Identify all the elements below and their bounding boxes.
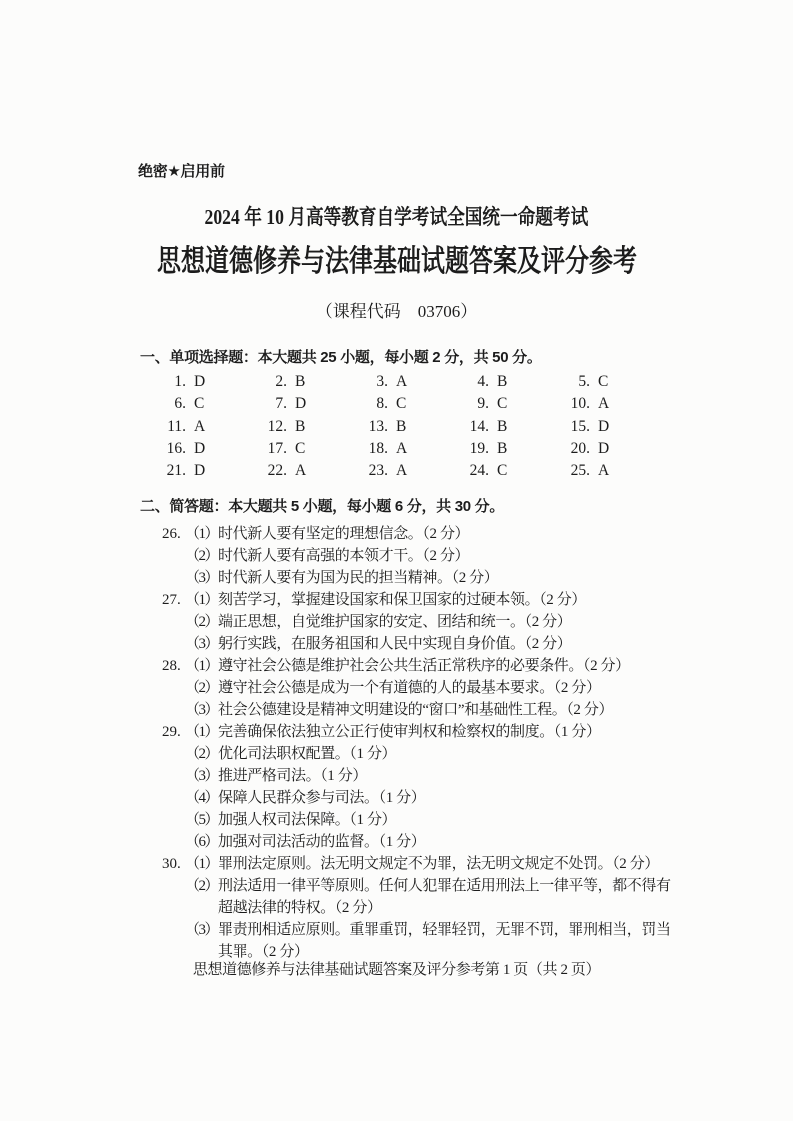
- question-number: 29.: [162, 724, 181, 740]
- answer-cell: [261, 416, 362, 438]
- part-marker: （2）: [185, 548, 219, 564]
- answer-letter: C: [497, 462, 508, 480]
- answer-number: 9.: [477, 395, 489, 413]
- part-marker: （1）: [185, 724, 219, 740]
- question-block: [162, 589, 793, 655]
- answer-part: [185, 875, 793, 919]
- question-parts: [185, 589, 793, 655]
- answer-letter: C: [295, 439, 306, 457]
- answer-letter: A: [598, 395, 610, 413]
- answer-letter: A: [295, 462, 307, 480]
- answer-part: [185, 523, 793, 545]
- part-text: 加强人权司法保障。（1 分）: [218, 812, 397, 828]
- answer-letter: C: [497, 395, 508, 413]
- part-marker: （4）: [185, 790, 219, 806]
- answer-number: 2.: [275, 373, 287, 390]
- answer-cell: [261, 438, 362, 460]
- page-footer: 思想道德修养与法律基础试题答案及评分参考第 1 页（共 2 页）: [192, 962, 601, 978]
- answer-part: [185, 853, 793, 875]
- answer-letter: B: [295, 373, 306, 390]
- part-text: 时代新人要有为国为民的担当精神。（2 分）: [218, 570, 499, 586]
- document-title-text: 思想道德修养与法律基础试题答案及评分参考: [156, 245, 637, 278]
- part-text: 端正思想，自觉维护国家的安定、团结和统一。（2 分）: [218, 614, 572, 630]
- question-list: [0, 523, 793, 963]
- part-marker: （3）: [185, 636, 219, 652]
- answer-number: 25.: [570, 462, 590, 480]
- document-title: [0, 243, 793, 280]
- answer-cell: [564, 393, 665, 415]
- part-marker: （2）: [185, 746, 219, 762]
- part-text: 刑法适用一律平等原则。任何人犯罪在适用刑法上一律平等，都不得有超越法律的特权。（2 分）: [218, 878, 671, 916]
- answer-cell: [160, 438, 261, 460]
- answer-letter: B: [497, 373, 508, 390]
- question-number: 27.: [162, 592, 181, 608]
- answer-cell: [362, 393, 463, 415]
- part-marker: （1）: [185, 526, 219, 542]
- question-parts: [185, 523, 793, 589]
- answer-cell: [261, 393, 362, 415]
- part-text: 躬行实践，在服务祖国和人民中实现自身价值。（2 分）: [218, 636, 572, 652]
- answer-number: 8.: [376, 395, 388, 413]
- part-text: 罪刑法定原则。法无明文规定不为罪，法无明文规定不处罚。（2 分）: [218, 856, 659, 872]
- answer-cell: [261, 371, 362, 393]
- answer-letter: D: [194, 462, 206, 480]
- answer-letter: B: [396, 417, 407, 435]
- answer-number: 4.: [477, 373, 489, 390]
- answer-letter: C: [598, 373, 609, 390]
- answer-part: [185, 699, 793, 721]
- answer-number: 10.: [570, 395, 590, 413]
- answer-cell: [362, 371, 463, 393]
- answer-part: [185, 633, 793, 655]
- part-marker: （5）: [185, 812, 219, 828]
- part-text: 加强对司法活动的监督。（1 分）: [218, 834, 426, 850]
- part-marker: （2）: [185, 680, 219, 696]
- part-text: 保障人民群众参与司法。（1 分）: [218, 790, 426, 806]
- answer-letter: A: [194, 417, 206, 435]
- answer-number: 6.: [174, 395, 186, 413]
- question-block: [162, 721, 793, 853]
- exam-session-title: [0, 204, 793, 230]
- answer-letter: C: [396, 395, 407, 413]
- answer-part: [185, 589, 793, 611]
- answer-part: [185, 765, 793, 787]
- answer-letter: D: [598, 439, 610, 457]
- answer-number: 18.: [368, 439, 388, 457]
- answer-part: [185, 545, 793, 567]
- part-marker: （6）: [185, 834, 219, 850]
- answer-part: [185, 655, 793, 677]
- part-marker: （1）: [185, 856, 219, 872]
- classification-label: 绝密★启用前: [138, 163, 225, 180]
- answer-number: 1.: [174, 373, 186, 390]
- answer-number: 3.: [376, 373, 388, 390]
- answer-letter: A: [396, 439, 408, 457]
- answer-cell: [160, 460, 261, 482]
- answer-cell: [463, 371, 564, 393]
- question-number: 28.: [162, 658, 181, 674]
- part-text: 优化司法职权配置。（1 分）: [218, 746, 397, 762]
- answer-cell: [564, 460, 665, 482]
- answer-letter: D: [194, 373, 206, 390]
- answer-part: [185, 611, 793, 633]
- answer-part: [185, 721, 793, 743]
- question-parts: [185, 853, 793, 963]
- answer-cell: [261, 460, 362, 482]
- part-marker: （1）: [185, 592, 219, 608]
- answer-number: 12.: [267, 417, 287, 435]
- answer-cell: [564, 438, 665, 460]
- answer-cell: [160, 416, 261, 438]
- answer-number: 14.: [469, 417, 489, 435]
- part-marker: （3）: [185, 922, 219, 938]
- answer-part: [185, 809, 793, 831]
- part-text: 刻苦学习，掌握建设国家和保卫国家的过硬本领。（2 分）: [218, 592, 586, 608]
- answer-number: 21.: [166, 462, 186, 480]
- answer-letter: D: [194, 439, 206, 457]
- part-text: 社会公德建设是精神文明建设的“窗口”和基础性工程。（2 分）: [218, 702, 614, 718]
- part-text: 推进严格司法。（1 分）: [218, 768, 367, 784]
- answer-cell: [463, 393, 564, 415]
- answer-part: [185, 743, 793, 765]
- answer-cell: [362, 438, 463, 460]
- answer-number: 11.: [167, 417, 186, 435]
- part-text: 罪责刑相适应原则。重罪重罚，轻罪轻罚，无罪不罚，罪刑相当，罚当其罪。（2 分）: [218, 922, 671, 960]
- answer-part: [185, 787, 793, 809]
- answer-cell: [564, 416, 665, 438]
- answer-cell: [160, 371, 261, 393]
- part-marker: （3）: [185, 702, 219, 718]
- section-short-answer-heading: 二、简答题：本大题共 5 小题，每小题 6 分，共 30 分。: [140, 498, 505, 515]
- answer-part: [185, 677, 793, 699]
- answer-part: [185, 831, 793, 853]
- question-block: [162, 523, 793, 589]
- answer-number: 23.: [368, 462, 388, 480]
- answer-letter: A: [396, 373, 408, 390]
- question-number: 26.: [162, 526, 181, 542]
- answer-cell: [362, 416, 463, 438]
- part-text: 时代新人要有坚定的理想信念。（2 分）: [218, 526, 470, 542]
- answer-letter: D: [295, 395, 307, 413]
- answer-number: 13.: [368, 417, 388, 435]
- answer-number: 20.: [570, 439, 590, 457]
- part-text: 遵守社会公德是维护社会公共生活正常秩序的必要条件。（2 分）: [218, 658, 630, 674]
- question-parts: [185, 655, 793, 721]
- answer-number: 22.: [267, 462, 287, 480]
- question-number: 30.: [162, 856, 181, 872]
- part-text: 时代新人要有高强的本领才干。（2 分）: [218, 548, 470, 564]
- answer-cell: [564, 371, 665, 393]
- part-marker: （3）: [185, 768, 219, 784]
- answer-letter: A: [598, 462, 610, 480]
- answer-number: 24.: [469, 462, 489, 480]
- exam-session-text: 2024 年 10 月高等教育自学考试全国统一命题考试: [204, 205, 589, 229]
- part-marker: （2）: [185, 878, 219, 894]
- part-marker: （1）: [185, 658, 219, 674]
- answer-cell: [463, 460, 564, 482]
- answer-number: 19.: [469, 439, 489, 457]
- answer-letter: B: [497, 439, 508, 457]
- answer-number: 15.: [570, 417, 590, 435]
- answer-number: 5.: [578, 373, 590, 390]
- answer-cell: [160, 393, 261, 415]
- answer-letter: D: [598, 417, 610, 435]
- answer-number: 7.: [275, 395, 287, 413]
- answer-grid: [160, 371, 665, 482]
- answer-letter: C: [194, 395, 205, 413]
- section-choice-heading: 一、单项选择题：本大题共 25 小题，每小题 2 分，共 50 分。: [140, 349, 542, 366]
- answer-letter: B: [295, 417, 306, 435]
- answer-part: [185, 919, 793, 963]
- course-code: （课程代码 03706）: [315, 302, 478, 321]
- answer-cell: [463, 438, 564, 460]
- question-block: [162, 655, 793, 721]
- answer-letter: A: [396, 462, 408, 480]
- part-marker: （3）: [185, 570, 219, 586]
- answer-number: 17.: [267, 439, 287, 457]
- question-parts: [185, 721, 793, 853]
- part-text: 遵守社会公德是成为一个有道德的人的最基本要求。（2 分）: [218, 680, 601, 696]
- part-text: 完善确保依法独立公正行使审判权和检察权的制度。（1 分）: [218, 724, 601, 740]
- answer-part: [185, 567, 793, 589]
- answer-cell: [362, 460, 463, 482]
- part-marker: （2）: [185, 614, 219, 630]
- answer-cell: [463, 416, 564, 438]
- question-block: [162, 853, 793, 963]
- answer-letter: B: [497, 417, 508, 435]
- answer-number: 16.: [166, 439, 186, 457]
